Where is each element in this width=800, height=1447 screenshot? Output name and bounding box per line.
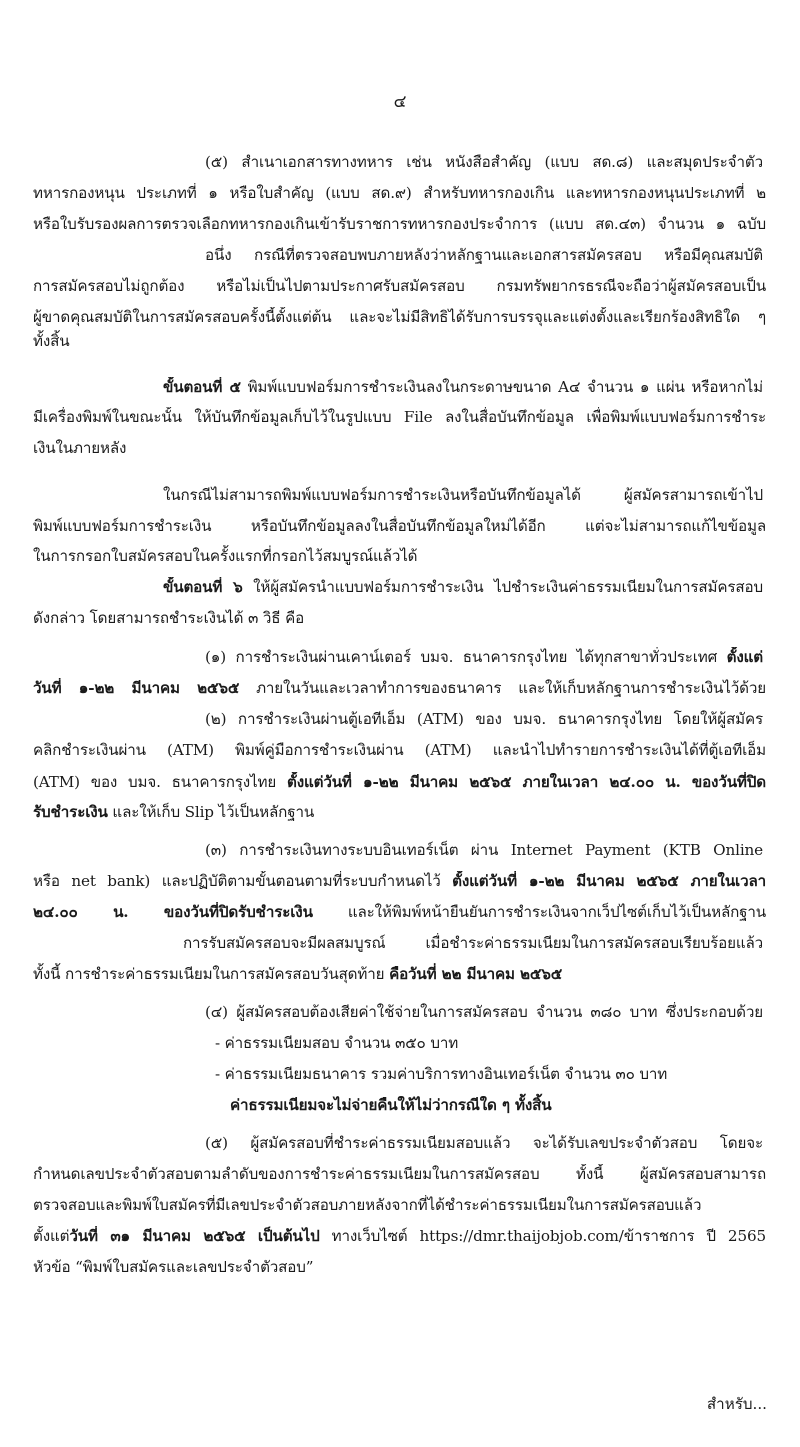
text-line: ดังกล่าว โดยสามารถชำระเงินได้ ๓ วิธี คือ (33, 609, 305, 627)
text-line: รับชำระเงิน และให้เก็บ Slip ไว้เป็นหลักฐาน (33, 803, 315, 821)
payment-method-2: (๒) การชำระเงินผ่านตู้เอทีเอ็ม (ATM) ของ บมจ. ธนาคารกรุงไทย โดยให้ผู้สมัคร (205, 710, 763, 728)
text-line: คลิกชำระเงินผ่าน (ATM) พิมพ์คู่มือการชำระเงินผ่าน (ATM) และนำไปทำรายการชำระเงินได้ที่ตู้เอทีเอ็ม (33, 741, 766, 759)
text-line: เงินในภายหลัง (33, 439, 127, 457)
payment-method-1: (๑) การชำระเงินผ่านเคาน์เตอร์ บมจ. ธนาคารกรุงไทย ได้ทุกสาขาทั่วประเทศ ตั้งแต่ (205, 648, 763, 666)
text-line: หรือใบรับรองผลการตรวจเลือกทหารกองเกินเข้ารับราชการทหารกองประจำการ (แบบ สด.๔๓) จำนวน ๑ ฉบับ (33, 215, 766, 233)
fee-total: (๔) ผู้สมัครสอบต้องเสียค่าใช้จ่ายในการสมัครสอบ จำนวน ๓๘๐ บาท ซึ่งประกอบด้วย (205, 1003, 763, 1021)
no-refund-note: ค่าธรรมเนียมจะไม่จ่ายคืนให้ไม่ว่ากรณีใด ๆ ทั้งสิ้น (230, 1096, 552, 1114)
text-line: การรับสมัครสอบจะมีผลสมบูรณ์ เมื่อชำระค่าธรรมเนียมในการสมัครสอบเรียบร้อยแล้ว (183, 934, 763, 952)
text-line: ผู้ขาดคุณสมบัติในการสมัครสอบครั้งนี้ตั้งแต่ต้น และจะไม่มีสิทธิได้รับการบรรจุและแต่งตั้งและเรียกร้องสิทธิใด ๆ (33, 308, 766, 326)
step-5-heading: ขั้นตอนที่ ๕ พิมพ์แบบฟอร์มการชำระเงินลงในกระดาษขนาด A๔ จำนวน ๑ แผ่น หรือหากไม่ (163, 378, 763, 396)
text-line: ๒๔.๐๐ น. ของวันที่ปิดรับชำระเงิน และให้พิมพ์หน้ายืนยันการชำระเงินจากเว็ปไซต์เก็บไว้เป็นหลักฐาน (33, 903, 766, 921)
text-line: อนึ่ง กรณีที่ตรวจสอบพบภายหลังว่าหลักฐานและเอกสารสมัครสอบ หรือมีคุณสมบัติ (205, 246, 763, 264)
text-line: (๕) สำเนาเอกสารทางทหาร เช่น หนังสือสำคัญ (แบบ สด.๘) และสมุดประจำตัว (205, 153, 763, 171)
text-line: ในกรณีไม่สามารถพิมพ์แบบฟอร์มการชำระเงินหรือบันทึกข้อมูลได้ ผู้สมัครสามารถเข้าไป (163, 486, 763, 504)
payment-method-3: (๓) การชำระเงินทางระบบอินเทอร์เน็ต ผ่าน Internet Payment (KTB Online (205, 841, 763, 859)
text-line: ทั้งสิ้น (33, 332, 70, 350)
text-line: (ATM) ของ บมจ. ธนาคารกรุงไทย ตั้งแต่วันที่ ๑-๒๒ มีนาคม ๒๕๖๕ ภายในเวลา ๒๔.๐๐ น. ของวันที่ปิด (33, 773, 766, 791)
text-line: หรือ net bank) และปฏิบัติตามขั้นตอนตามที่ระบบกำหนดไว้ ตั้งแต่วันที่ ๑-๒๒ มีนาคม ๒๕๖๕ ภายในเวลา (33, 872, 766, 890)
text-line: วันที่ ๑-๒๒ มีนาคม ๒๕๖๕ ภายในวันและเวลาทำการของธนาคาร และให้เก็บหลักฐานการชำระเงินไว้ด้วย (33, 679, 766, 697)
step-6-heading: ขั้นตอนที่ ๖ ให้ผู้สมัครนำแบบฟอร์มการชำระเงิน ไปชำระเงินค่าธรรมเนียมในการสมัครสอบ (163, 578, 763, 596)
text-line: การสมัครสอบไม่ถูกต้อง หรือไม่เป็นไปตามประกาศรับสมัครสอบ กรมทรัพยากรธรณีจะถือว่าผู้สมัครสอบเป็น (33, 277, 766, 295)
text-line: ตรวจสอบและพิมพ์ใบสมัครที่มีเลขประจำตัวสอบภายหลังจากที่ได้ชำระค่าธรรมเนียมในการสมัครสอบแล้ว (33, 1196, 702, 1214)
exam-number-paragraph: (๕) ผู้สมัครสอบที่ชำระค่าธรรมเนียมสอบแล้ว จะได้รับเลขประจำตัวสอบ โดยจะ (205, 1134, 763, 1152)
fee-item: - ค่าธรรมเนียมสอบ จำนวน ๓๕๐ บาท (215, 1034, 459, 1052)
text-line: พิมพ์แบบฟอร์มการชำระเงิน หรือบันทึกข้อมูลลงในสื่อบันทึกข้อมูลใหม่ได้อีก แต่จะไม่สามารถแก้ไขข้อมูล (33, 517, 766, 535)
text-line: กำหนดเลขประจำตัวสอบตามลำดับของการชำระค่าธรรมเนียมในการสมัครสอบ ทั้งนี้ ผู้สมัครสอบสามารถ (33, 1165, 766, 1183)
text-line: หัวข้อ “พิมพ์ใบสมัครและเลขประจำตัวสอบ” (33, 1258, 314, 1276)
fee-item: - ค่าธรรมเนียมธนาคาร รวมค่าบริการทางอินเทอร์เน็ต จำนวน ๓๐ บาท (215, 1065, 668, 1083)
page-number: ๔ (393, 92, 407, 112)
text-line: ในการกรอกใบสมัครสอบในครั้งแรกที่กรอกไว้สมบูรณ์แล้วได้ (33, 547, 418, 565)
text-line: ทั้งนี้ การชำระค่าธรรมเนียมในการสมัครสอบวันสุดท้าย คือวันที่ ๒๒ มีนาคม ๒๕๖๕ (33, 965, 563, 983)
continued-marker: สำหรับ... (706, 1395, 767, 1413)
text-line: มีเครื่องพิมพ์ในขณะนั้น ให้บันทึกข้อมูลเก็บไว้ในรูปแบบ File ลงในสื่อบันทึกข้อมูล เพื่อพิมพ์แบบฟอร์มการชำระ (33, 408, 766, 426)
text-line: ตั้งแต่วันที่ ๓๑ มีนาคม ๒๕๖๕ เป็นต้นไป ทางเว็บไซต์ https://dmr.thaijobjob.com/ข้าราชการ ปี 2565 (33, 1227, 766, 1245)
text-line: ทหารกองหนุน ประเภทที่ ๑ หรือใบสำคัญ (แบบ สด.๙) สำหรับทหารกองเกิน และทหารกองหนุนประเภทที่ ๒ (33, 184, 766, 202)
